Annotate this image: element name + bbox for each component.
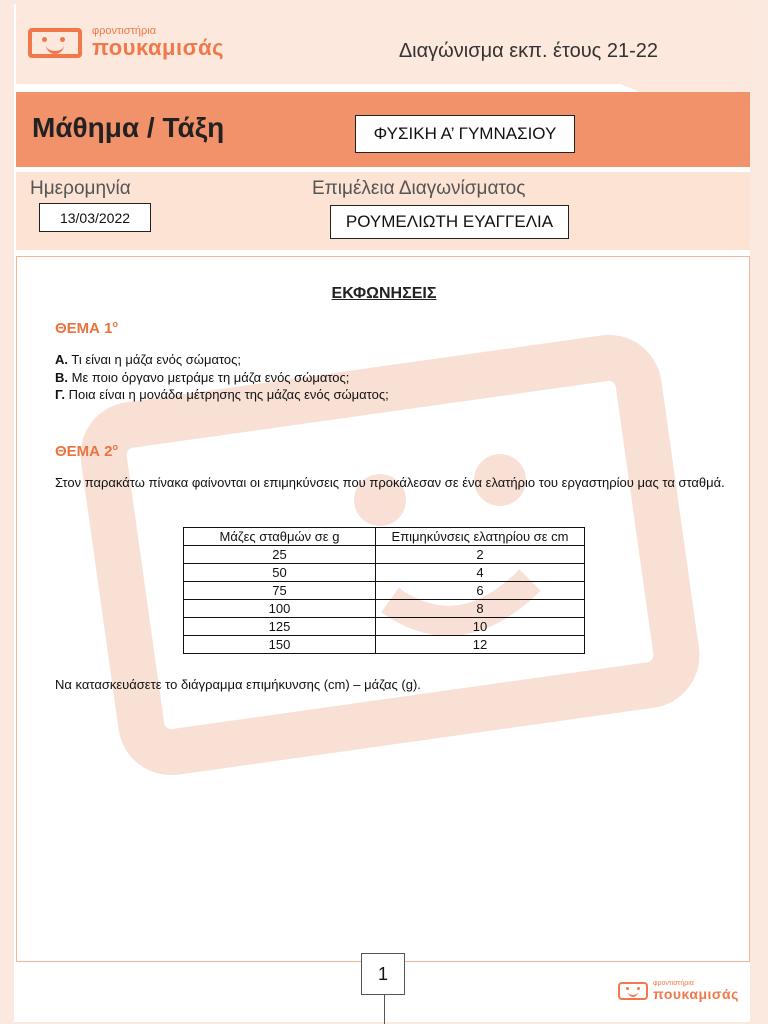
table-row — [184, 636, 585, 654]
thema2-title: ΘΕΜΑ $2^o$ — [55, 442, 119, 460]
table-cell: 12 — [376, 636, 585, 654]
table-cell: 100 — [184, 600, 376, 618]
thema1-title: ΘΕΜΑ $1^o$ — [55, 319, 119, 337]
footer-logo-smiley-icon — [618, 982, 648, 1000]
table-header-row — [184, 528, 585, 546]
logo-name: πουκαμισάς — [92, 35, 225, 60]
footer-logo — [618, 980, 739, 1001]
question-a: Α. Τι είναι η μάζα ενός σώματος; — [55, 352, 242, 367]
brand-logo — [28, 26, 224, 59]
table-cell: 150 — [184, 636, 376, 654]
statements-heading: ΕΚΦΩΝΗΣΕΙΣ — [331, 285, 437, 302]
table-cell: 25 — [184, 546, 376, 564]
page-number: 1 — [361, 953, 405, 995]
question-g: Γ. Ποια είναι η μονάδα μέτρησης της μάζας ενός σώματος; — [55, 387, 389, 402]
subject-box: ΦΥΣΙΚΗ Α’ ΓΥΜΝΑΣΙΟΥ — [355, 115, 575, 153]
page-number-line — [384, 995, 385, 1024]
table-cell: 2 — [376, 546, 585, 564]
editor-field: ΡΟΥΜΕΛΙΩΤΗ ΕΥΑΓΓΕΛΙΑ — [330, 205, 569, 239]
footer-logo-name: πουκαμισάς — [653, 986, 739, 1002]
logo-tagline: φροντιστήρια — [92, 25, 157, 37]
date-label: Ημερομηνία — [30, 178, 131, 199]
footer-logo-tagline: φροντιστήρια — [653, 980, 694, 987]
thema2-intro: Στον παρακάτω πίνακα φαίνονται οι επιμηκύνσεις που προκάλεσαν σε ένα ελατήριο του εργαστηρίου μας τα σταθμά. — [55, 475, 725, 490]
editor-label: Επιμέλεια Διαγωνίσματος — [312, 178, 526, 199]
exam-title: Διαγώνισμα εκπ. έτους 21-22 — [398, 40, 658, 62]
table-row — [184, 582, 585, 600]
table-row — [184, 546, 585, 564]
logo-smiley-icon — [28, 28, 82, 58]
table-cell: 10 — [376, 618, 585, 636]
table-cell: 50 — [184, 564, 376, 582]
table-header-extension: Επιμηκύνσεις ελατηρίου σε cm — [376, 528, 585, 546]
table-header-mass: Μάζες σταθμών σε g — [184, 528, 376, 546]
table-cell: 75 — [184, 582, 376, 600]
table-cell: 125 — [184, 618, 376, 636]
table-row — [184, 600, 585, 618]
date-field: 13/03/2022 — [39, 203, 151, 232]
table-cell: 8 — [376, 600, 585, 618]
question-b: Β. Με ποιο όργανο μετράμε τη μάζα ενός σώματος; — [55, 370, 350, 385]
table-row — [184, 564, 585, 582]
subject-band-title: Μάθημα / Τάξη — [32, 112, 225, 143]
table-cell: 6 — [376, 582, 585, 600]
table-cell: 4 — [376, 564, 585, 582]
table-row — [184, 618, 585, 636]
mass-extension-table — [183, 527, 585, 654]
thema2-task: Να κατασκευάσετε το διάγραμμα επιμήκυνσης (cm) – μάζας (g). — [55, 677, 421, 692]
